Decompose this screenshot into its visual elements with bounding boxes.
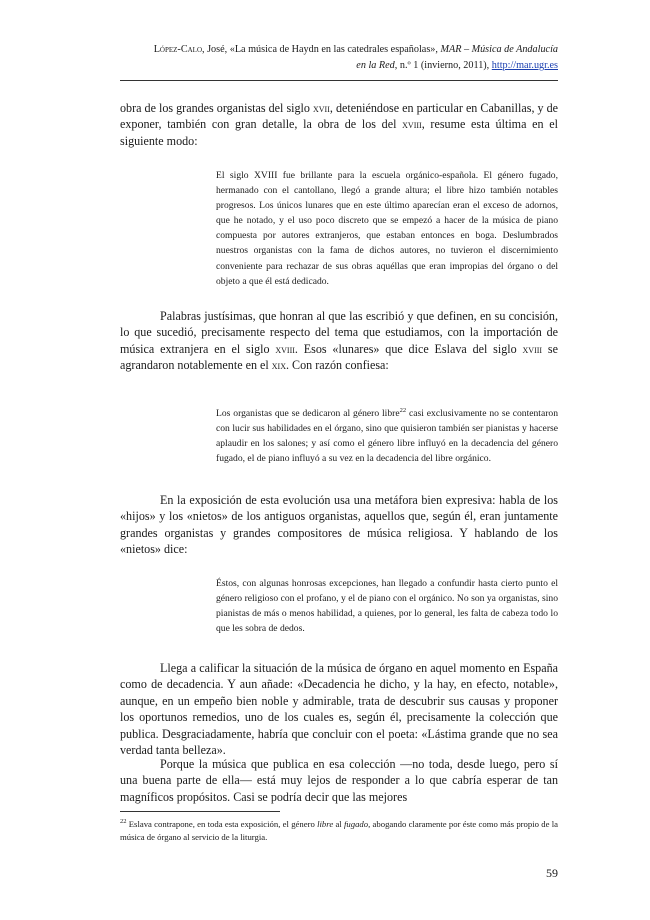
- block-quote-2: [216, 406, 558, 466]
- footnote-ref-22[interactable]: 22: [399, 406, 407, 414]
- footnote-number: 22: [120, 818, 127, 826]
- footnote-term-fugado: fugado: [343, 819, 369, 829]
- footnote-22: [120, 818, 558, 843]
- footnote-term-libre: libre: [317, 819, 334, 829]
- footnote-text-1: Eslava contrapone, en toda esta exposición, el género: [126, 819, 318, 829]
- footnote-rule: [120, 811, 280, 812]
- header-rule: [120, 80, 558, 81]
- block-quote-3: Éstos, con algunas honrosas excepciones, han llegado a confundir hasta cierto punto el género religioso con el profano, y el de piano con el orgánico. No son ya organistas, sino pianistas de más o menos habilidad, a quienes, por lo general, les falta de cabeza todo lo que les sobra de dedos.: [216, 578, 558, 635]
- body-paragraph-5: Porque la música que publica en esa colección —no toda, desde luego, pero sí una buena parte de ella— está muy lejos de responder a lo que cabría esperar de tan magníficos propósitos. Casi se podría decir que las mejores: [120, 757, 558, 804]
- header-journal: MAR – Música de Andalucía: [440, 44, 558, 55]
- quote-2-text-start: Los organistas que se dedicaron al género libre: [216, 408, 400, 419]
- running-header: [120, 42, 558, 74]
- journal-url-link[interactable]: http://mar.ugr.es: [491, 60, 558, 71]
- body-paragraph-3: En la exposición de esta evolución usa una metáfora bien expresiva: habla de los «hijos» y los «nietos» de los antiguos organistas, aquellos que, según él, eran juntamente grandes organistas y grandes compositores de música religiosa. Y hablando de los «nietos» dice:: [120, 493, 558, 557]
- page-number: 59: [546, 866, 558, 880]
- header-line-2: [120, 58, 558, 74]
- header-author: López-Calo: [153, 44, 202, 55]
- header-line-1: [120, 42, 558, 58]
- header-journal-cont: en la Red: [356, 60, 395, 71]
- block-quote-1: El siglo XVIII fue brillante para la escuela orgánico-española. El género fugado, hermanado con el cantollano, llegó a grande altura; el libre hizo también notables progresos. Los únicos lunares que en este último aparecían eran el exceso de adornos, que he notado, y el uso poco discreto que se empezó a hacer de la música de piano compuesta por autores extranjeros, que estaban entonces en boga. Deslumbrados nuestros organistas con la fama de dichos autores, no tuvieron el discernimiento conveniente para rechazar de sus obras aquéllas que eran impropias del órgano o del objeto a que él está dedicado.: [216, 170, 558, 287]
- footnote-text-3: , abogando claramente por éste como más propio de la música de órgano al servicio de la liturgia.: [120, 819, 558, 842]
- body-paragraph-1: obra de los grandes organistas del siglo xvii, deteniéndose en particular en Cabanillas, y de exponer, también con gran detalle, la obra de los del xviii, resume esta última en el siguiente modo:: [120, 101, 559, 148]
- body-paragraph-2: Palabras justísimas, que honran al que las escribió y que definen, en su concisión, lo que sucedió, precisamente respecto del tema que estudiamos, con la importación de música extranjera en el siglo xviii. Esos «lunares» que dice Eslava del siglo xviii se agrandaron notablemente en el xix. Con razón confiesa:: [120, 309, 558, 373]
- body-paragraph-4: Llega a calificar la situación de la música de órgano en aquel momento en España como de decadencia. Y aun añade: «Decadencia he dicho, y la hay, en efecto, notable», aunque, en un empeño bien noble y admirable, trata de descubrir sus causas y proponer los oportunos remedios, uno de los cuales es, según él, precisamente la colección que publica. Desgraciadamente, habría que concluir con el poeta: «Lástima grande que no sea verdad tanta belleza».: [120, 661, 558, 758]
- quote-2-text-end: casi exclusivamente no se contentaron con lucir sus habilidades en el órgano, sino que quisieron también ser pianistas y hacerse aplaudir en los salones; y así como el género libre influyó en la decadencia del género fugado, el de piano influyó a su vez en la decadencia del libre orgánico.: [216, 408, 558, 465]
- header-citation: , José, «La música de Haydn en las catedrales españolas»,: [202, 44, 441, 55]
- header-issue: , n.º 1 (invierno, 2011),: [394, 60, 492, 71]
- footnote-text-2: al: [333, 819, 344, 829]
